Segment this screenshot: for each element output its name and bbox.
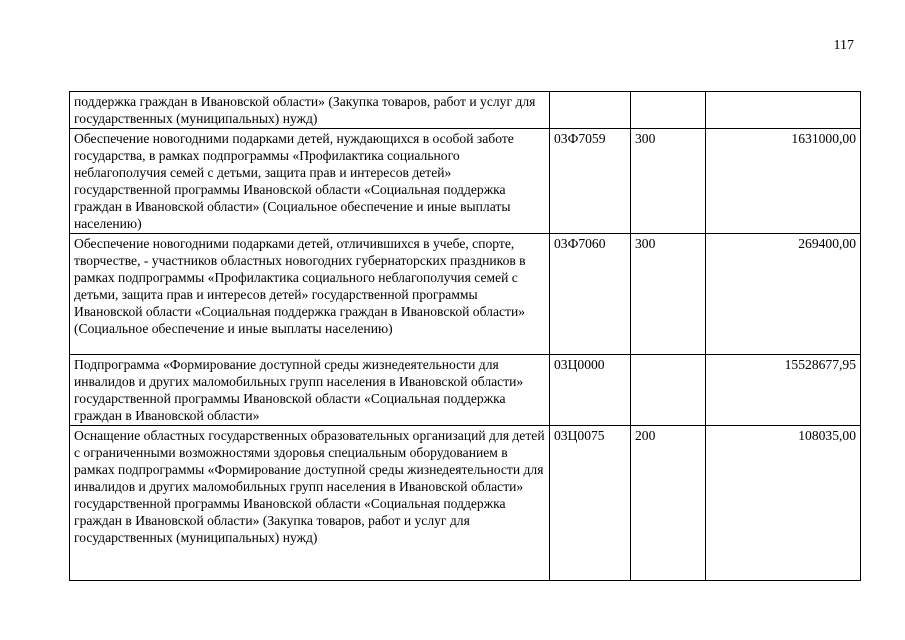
row-code-cell: 03Ц0075 [550, 426, 631, 581]
page-number: 117 [833, 38, 854, 53]
budget-table [69, 91, 861, 581]
row-name-cell: Обеспечение новогодними подарками детей, отличившихся в учебе, спорте, творчестве, - участников областных новогодних губернаторских праздников в рамках подпрограммы «Профилактика социального неблагополучия семей с детьми, защита прав и интересов детей» государственной программы Ивановской области «Социальная поддержка граждан в Ивановской области» (Социальное обеспечение и иные выплаты населению) [70, 234, 550, 355]
row-type-cell [631, 92, 706, 129]
row-sum-cell: 269400,00 [706, 234, 861, 355]
row-type-cell: 200 [631, 426, 706, 581]
row-name-cell: поддержка граждан в Ивановской области» (Закупка товаров, работ и услуг для государственных (муниципальных) нужд) [70, 92, 550, 129]
table-row [70, 426, 861, 581]
row-type-cell [631, 355, 706, 426]
row-code-cell: 03Ф7059 [550, 129, 631, 234]
row-type-cell: 300 [631, 234, 706, 355]
row-sum-cell: 108035,00 [706, 426, 861, 581]
row-type-cell: 300 [631, 129, 706, 234]
table-row [70, 129, 861, 234]
row-name-cell: Оснащение областных государственных образовательных организаций для детей с ограниченными возможностями здоровья специальным оборудованием в рамках подпрограммы «Формирование доступной среды жизнедеятельности для инвалидов и других маломобильных групп населения в Ивановской области» государственной программы Ивановской области «Социальная поддержка граждан в Ивановской области» (Закупка товаров, работ и услуг для государственных (муниципальных) нужд) [70, 426, 550, 581]
row-code-cell: 03Ф7060 [550, 234, 631, 355]
row-name-cell: Подпрограмма «Формирование доступной среды жизнедеятельности для инвалидов и других маломобильных групп населения в Ивановской области» государственной программы Ивановской области «Социальная поддержка граждан в Ивановской области» [70, 355, 550, 426]
row-sum-cell: 1631000,00 [706, 129, 861, 234]
row-code-cell: 03Ц0000 [550, 355, 631, 426]
table-row [70, 92, 861, 129]
table-row [70, 234, 861, 355]
row-name-cell: Обеспечение новогодними подарками детей, нуждающихся в особой заботе государства, в рамках подпрограммы «Профилактика социального неблагополучия семей с детьми, защита прав и интересов детей» государственной программы Ивановской области «Социальная поддержка граждан в Ивановской области» (Социальное обеспечение и иные выплаты населению) [70, 129, 550, 234]
row-code-cell [550, 92, 631, 129]
table-row [70, 355, 861, 426]
row-sum-cell: 15528677,95 [706, 355, 861, 426]
row-sum-cell [706, 92, 861, 129]
